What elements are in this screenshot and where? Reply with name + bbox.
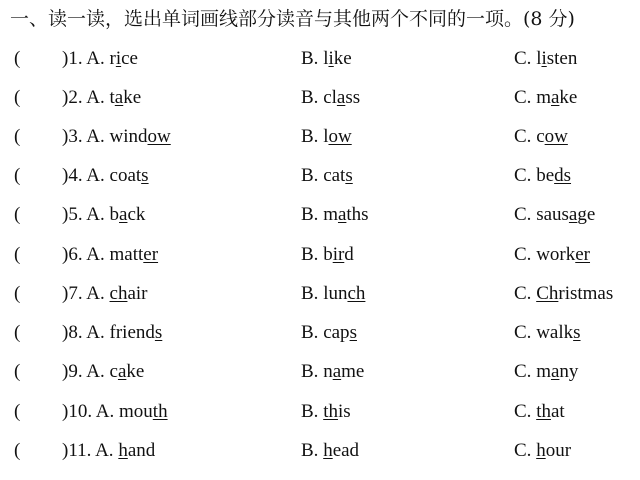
underlined-letters: s xyxy=(345,165,353,186)
word-suffix: is xyxy=(337,401,351,422)
question-number: )5. xyxy=(62,204,83,225)
option-letter: A. xyxy=(86,204,105,225)
word-prefix: n xyxy=(323,361,333,382)
answer-blank[interactable]: ( xyxy=(14,440,21,461)
word-prefix: c xyxy=(109,361,118,382)
option-c xyxy=(514,201,595,229)
question-row xyxy=(0,84,640,112)
option-word xyxy=(536,126,568,147)
option-letter: A. xyxy=(86,283,105,304)
option-letter: A. xyxy=(86,361,105,382)
option-c xyxy=(514,358,578,386)
option-word xyxy=(536,48,577,69)
word-prefix: cl xyxy=(323,87,337,108)
option-word xyxy=(119,401,168,422)
word-prefix: coat xyxy=(109,165,142,186)
underlined-letters: th xyxy=(323,401,338,422)
word-prefix: b xyxy=(323,244,333,265)
option-word xyxy=(323,440,359,461)
answer-blank[interactable]: ( xyxy=(14,165,21,186)
option-word xyxy=(536,87,577,108)
option-b xyxy=(301,319,357,347)
word-suffix: ke xyxy=(126,361,145,382)
word-prefix: wind xyxy=(109,126,148,147)
option-word xyxy=(323,87,360,108)
answer-blank[interactable]: ( xyxy=(14,283,21,304)
option-word xyxy=(323,322,357,343)
option-letter: B. xyxy=(301,322,319,343)
exercise-title: 一、读一读，选出单词画线部分读音与其他两个不同的一项。(8 分) xyxy=(10,8,575,30)
question-number: )11. xyxy=(62,440,92,461)
option-word xyxy=(536,204,595,225)
answer-blank[interactable]: ( xyxy=(14,322,21,343)
option-b xyxy=(301,162,353,190)
option-word xyxy=(536,165,571,186)
word-prefix: c xyxy=(536,126,545,147)
option-letter: C. xyxy=(514,48,532,69)
underlined-letters: ch xyxy=(109,283,128,304)
option-word xyxy=(536,361,578,382)
word-suffix: sten xyxy=(546,48,578,69)
option-letter: B. xyxy=(301,283,319,304)
option-a xyxy=(62,84,141,112)
question-number: )8. xyxy=(62,322,83,343)
option-b xyxy=(301,123,352,151)
word-prefix: lun xyxy=(323,283,348,304)
underlined-letters: a xyxy=(336,87,346,108)
word-prefix: mou xyxy=(119,401,153,422)
option-c xyxy=(514,398,565,426)
word-suffix: ce xyxy=(121,48,138,69)
question-row xyxy=(0,162,640,190)
answer-blank[interactable]: ( xyxy=(14,244,21,265)
option-letter: B. xyxy=(301,87,319,108)
word-prefix: b xyxy=(109,204,120,225)
option-c xyxy=(514,84,577,112)
option-c xyxy=(514,45,577,73)
option-a xyxy=(62,45,138,73)
underlined-letters: h xyxy=(118,440,128,461)
word-prefix: l xyxy=(323,48,329,69)
option-word xyxy=(323,401,350,422)
option-b xyxy=(301,241,354,269)
option-letter: B. xyxy=(301,401,319,422)
option-word xyxy=(110,283,148,304)
option-c xyxy=(514,123,568,151)
option-word xyxy=(323,126,352,147)
option-letter: C. xyxy=(514,283,532,304)
question-row xyxy=(0,358,640,386)
underlined-letters: s xyxy=(141,165,149,186)
word-suffix: and xyxy=(127,440,156,461)
option-letter: B. xyxy=(301,440,319,461)
word-prefix: t xyxy=(109,87,115,108)
option-a xyxy=(62,398,168,426)
word-prefix: walk xyxy=(536,322,574,343)
option-b xyxy=(301,398,351,426)
word-suffix: ny xyxy=(559,361,579,382)
option-word xyxy=(323,283,365,304)
option-letter: B. xyxy=(301,48,319,69)
option-word xyxy=(536,440,571,461)
underlined-letters: i xyxy=(328,48,334,69)
option-letter: A. xyxy=(86,244,105,265)
word-suffix: our xyxy=(545,440,572,461)
option-letter: C. xyxy=(514,126,532,147)
option-letter: C. xyxy=(514,322,532,343)
underlined-letters: Ch xyxy=(536,283,559,304)
option-word xyxy=(323,244,354,265)
option-c xyxy=(514,319,581,347)
question-row xyxy=(0,241,640,269)
word-suffix: ead xyxy=(332,440,360,461)
underlined-letters: h xyxy=(536,440,546,461)
question-row xyxy=(0,437,640,465)
underlined-letters: a xyxy=(332,361,342,382)
word-suffix: ke xyxy=(123,87,142,108)
underlined-letters: ds xyxy=(554,165,572,186)
option-b xyxy=(301,358,364,386)
underlined-letters: a xyxy=(114,87,124,108)
underlined-letters: s xyxy=(349,322,357,343)
word-suffix: ck xyxy=(127,204,146,225)
option-a xyxy=(62,437,155,465)
option-letter: C. xyxy=(514,401,532,422)
word-prefix: r xyxy=(109,48,116,69)
word-prefix: work xyxy=(536,244,576,265)
underlined-letters: s xyxy=(573,322,581,343)
option-letter: C. xyxy=(514,440,532,461)
underlined-letters: a xyxy=(550,87,560,108)
word-suffix: air xyxy=(127,283,148,304)
option-letter: A. xyxy=(95,440,114,461)
answer-blank[interactable]: ( xyxy=(14,48,21,69)
option-letter: B. xyxy=(301,244,319,265)
underlined-letters: ow xyxy=(544,126,568,147)
question-row xyxy=(0,123,640,151)
word-suffix: at xyxy=(550,401,565,422)
word-suffix: ke xyxy=(559,87,578,108)
question-number: )9. xyxy=(62,361,83,382)
option-word xyxy=(536,401,565,422)
option-word xyxy=(110,165,149,186)
option-word xyxy=(110,361,145,382)
underlined-letters: ow xyxy=(328,126,352,147)
option-word xyxy=(110,244,159,265)
option-letter: A. xyxy=(86,322,105,343)
option-word xyxy=(536,244,590,265)
word-prefix: friend xyxy=(109,322,155,343)
option-letter: C. xyxy=(514,87,532,108)
option-letter: B. xyxy=(301,126,319,147)
option-b xyxy=(301,280,365,308)
question-row xyxy=(0,45,640,73)
question-number: )2. xyxy=(62,87,83,108)
option-word xyxy=(323,165,353,186)
underlined-letters: ch xyxy=(347,283,366,304)
question-row xyxy=(0,319,640,347)
answer-blank[interactable]: ( xyxy=(14,126,21,147)
question-number: )10. xyxy=(62,401,93,422)
word-prefix: cat xyxy=(323,165,346,186)
word-suffix: ke xyxy=(333,48,352,69)
option-c xyxy=(514,241,590,269)
word-prefix: l xyxy=(323,126,329,147)
underlined-letters: h xyxy=(323,440,333,461)
question-row xyxy=(0,398,640,426)
option-letter: A. xyxy=(86,126,105,147)
word-suffix: ths xyxy=(346,204,369,225)
option-letter: B. xyxy=(301,204,319,225)
option-word xyxy=(110,322,163,343)
option-a xyxy=(62,358,144,386)
option-word xyxy=(110,126,171,147)
underlined-letters: er xyxy=(575,244,591,265)
option-a xyxy=(62,201,145,229)
option-letter: B. xyxy=(301,165,319,186)
question-number: )6. xyxy=(62,244,83,265)
word-suffix: ristmas xyxy=(558,283,614,304)
option-b xyxy=(301,45,352,73)
option-a xyxy=(62,162,149,190)
option-word xyxy=(323,204,368,225)
option-word xyxy=(323,48,352,69)
option-word xyxy=(118,440,155,461)
option-word xyxy=(323,361,364,382)
word-prefix: m xyxy=(323,204,338,225)
option-letter: A. xyxy=(95,401,115,422)
answer-blank[interactable]: ( xyxy=(14,204,21,225)
option-letter: A. xyxy=(86,165,105,186)
option-a xyxy=(62,123,171,151)
answer-blank[interactable]: ( xyxy=(14,361,21,382)
underlined-letters: a xyxy=(117,361,127,382)
word-prefix: m xyxy=(536,87,551,108)
option-word xyxy=(110,87,142,108)
option-word xyxy=(110,48,138,69)
option-letter: A. xyxy=(86,48,105,69)
underlined-letters: ow xyxy=(147,126,171,147)
question-number: )7. xyxy=(62,283,83,304)
question-number: )3. xyxy=(62,126,83,147)
option-letter: C. xyxy=(514,165,532,186)
word-suffix: d xyxy=(344,244,354,265)
option-b xyxy=(301,84,360,112)
underlined-letters: a xyxy=(568,204,578,225)
option-a xyxy=(62,241,158,269)
option-b xyxy=(301,201,369,229)
option-letter: B. xyxy=(301,361,319,382)
option-c xyxy=(514,162,571,190)
underlined-letters: a xyxy=(119,204,128,225)
answer-blank[interactable]: ( xyxy=(14,401,21,422)
question-number: )1. xyxy=(62,48,83,69)
underlined-letters: i xyxy=(115,48,122,69)
option-word xyxy=(110,204,146,225)
word-prefix: saus xyxy=(536,204,569,225)
underlined-letters: i xyxy=(541,48,547,69)
word-suffix: ge xyxy=(577,204,596,225)
word-prefix: cap xyxy=(323,322,350,343)
word-prefix: l xyxy=(536,48,542,69)
word-prefix: matt xyxy=(109,244,144,265)
word-prefix: be xyxy=(536,165,555,186)
answer-blank[interactable]: ( xyxy=(14,87,21,108)
question-row xyxy=(0,201,640,229)
option-word xyxy=(536,322,580,343)
option-a xyxy=(62,319,162,347)
option-b xyxy=(301,437,359,465)
question-row xyxy=(0,280,640,308)
option-c xyxy=(514,280,613,308)
underlined-letters: a xyxy=(337,204,347,225)
underlined-letters: ir xyxy=(332,244,345,265)
word-suffix: me xyxy=(341,361,365,382)
word-prefix: m xyxy=(536,361,551,382)
option-letter: C. xyxy=(514,361,532,382)
underlined-letters: th xyxy=(152,401,168,422)
option-a xyxy=(62,280,148,308)
question-number: )4. xyxy=(62,165,83,186)
option-letter: C. xyxy=(514,204,532,225)
option-word xyxy=(536,283,613,304)
underlined-letters: er xyxy=(143,244,159,265)
option-letter: C. xyxy=(514,244,532,265)
underlined-letters: a xyxy=(550,361,560,382)
underlined-letters: th xyxy=(536,401,551,422)
option-c xyxy=(514,437,571,465)
word-suffix: ss xyxy=(345,87,361,108)
underlined-letters: s xyxy=(154,322,163,343)
option-letter: A. xyxy=(86,87,105,108)
